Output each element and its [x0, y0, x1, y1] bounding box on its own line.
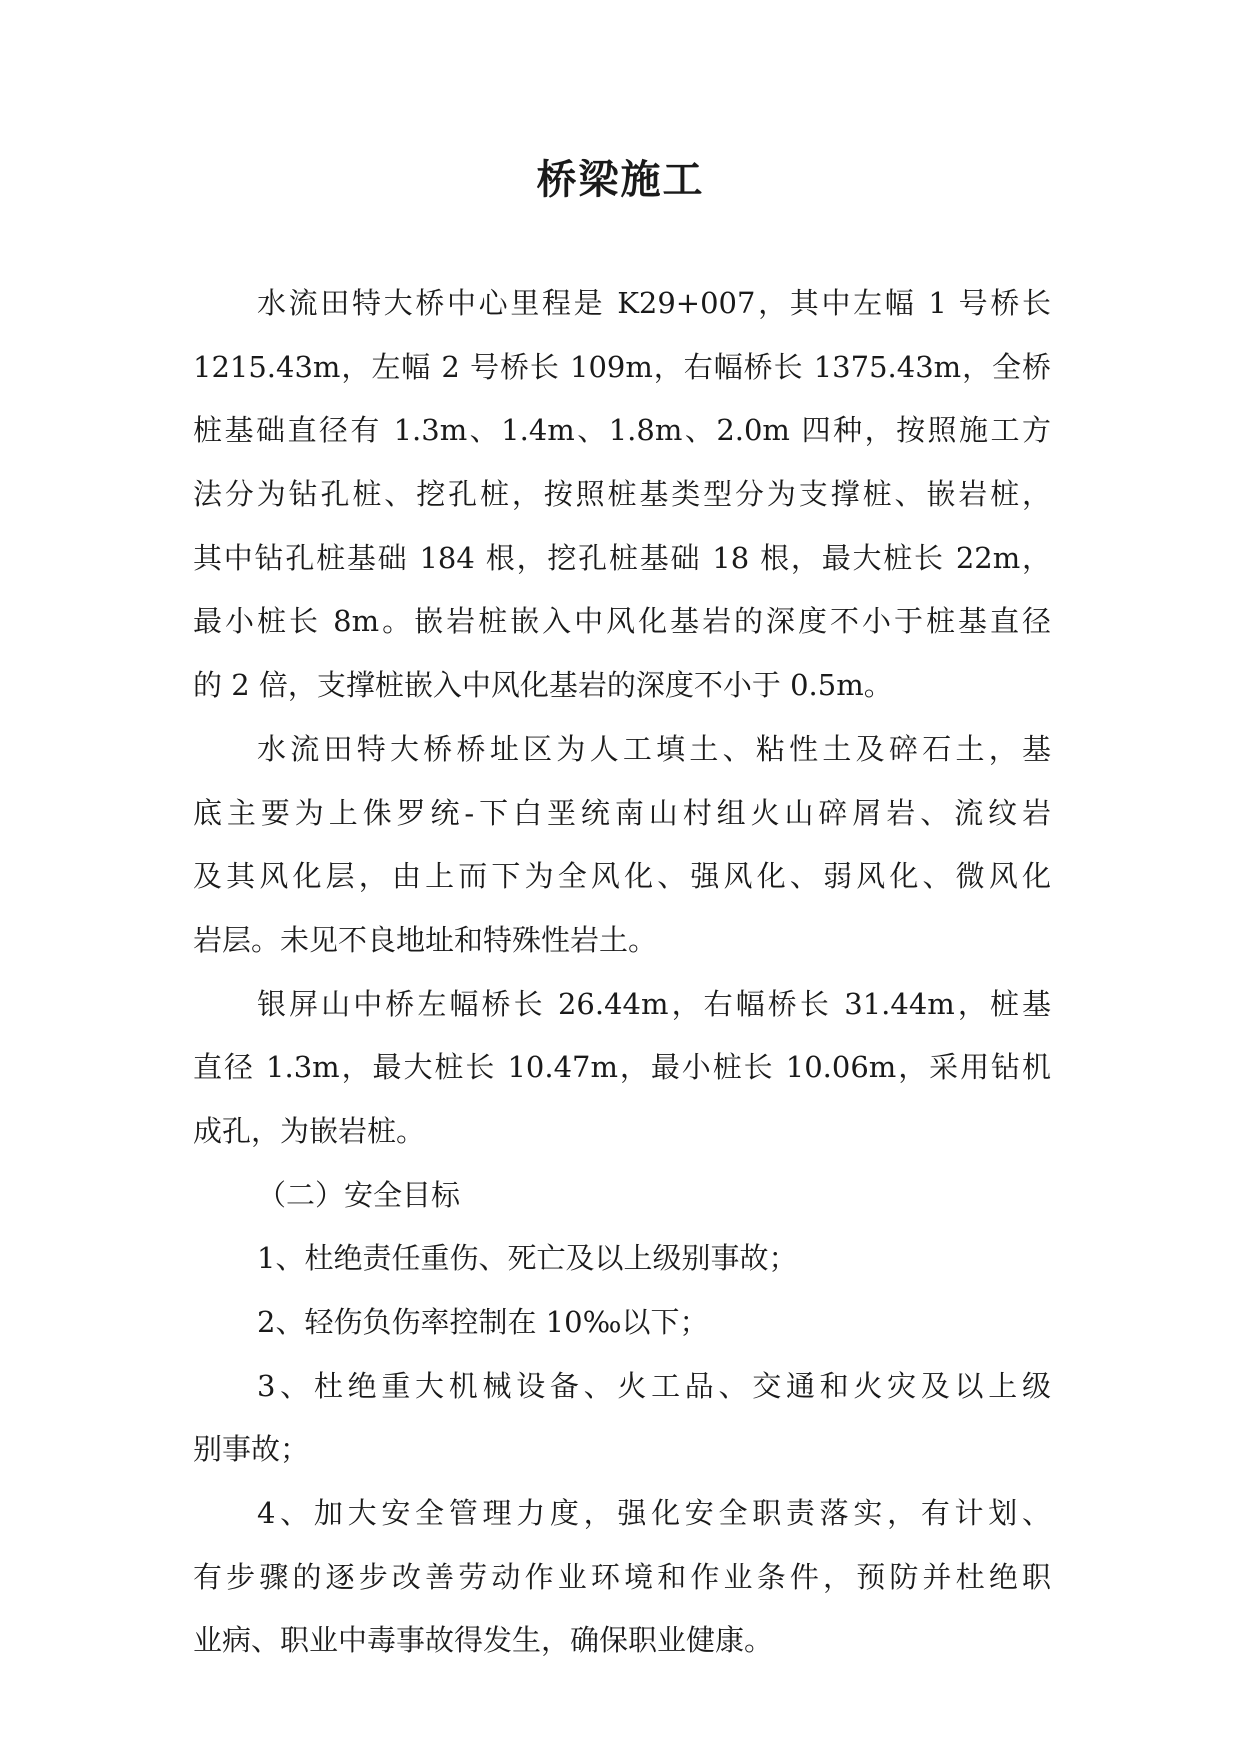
paragraph-1-line-4: 法分为钻孔桩、挖孔桩，按照桩基类型分为支撑桩、嵌岩桩，: [193, 477, 1051, 512]
paragraph-2-line-3: 及其风化层，由上而下为全风化、强风化、弱风化、微风化: [193, 859, 1051, 894]
goal-item-4-line-1: 4、加大安全管理力度，强化安全职责落实，有计划、: [257, 1496, 1051, 1531]
paragraph-1-line-1: 水流田特大桥中心里程是 K29+007，其中左幅 1 号桥长: [257, 286, 1051, 320]
section-heading-safety-goals: （二）安全目标: [257, 1177, 461, 1212]
paragraph-3-line-2: 直径 1.3m，最大桩长 10.47m，最小桩长 10.06m，采用钻机: [193, 1050, 1051, 1085]
goal-item-2: 2、轻伤负伤率控制在 10‰以下；: [257, 1305, 709, 1339]
paragraph-2-line-2: 底主要为上侏罗统-下白垩统南山村组火山碎屑岩、流纹岩: [193, 795, 1051, 830]
paragraph-3-line-1: 银屏山中桥左幅桥长 26.44m，右幅桥长 31.44m，桩基: [257, 986, 1051, 1021]
paragraph-2-line-1: 水流田特大桥桥址区为人工填土、粘性土及碎石土，基: [257, 731, 1051, 766]
goal-item-4-line-3: 业病、职业中毒事故得发生，确保职业健康。: [193, 1623, 774, 1658]
goal-item-4-line-2: 有步骤的逐步改善劳动作业环境和作业条件，预防并杜绝职: [193, 1559, 1051, 1594]
goal-item-1: 1、杜绝责任重伤、死亡及以上级别事故；: [257, 1241, 798, 1276]
paragraph-1-line-5: 其中钻孔桩基础 184 根，挖孔桩基础 18 根，最大桩长 22m，: [193, 540, 1051, 575]
paragraph-1-line-7: 的 2 倍，支撑桩嵌入中风化基岩的深度不小于 0.5m。: [193, 668, 893, 703]
goal-item-3-line-2: 别事故；: [193, 1432, 310, 1467]
goal-item-3-line-1: 3、杜绝重大机械设备、火工品、交通和火灾及以上级: [257, 1368, 1051, 1403]
paragraph-1-line-6: 最小桩长 8m。嵌岩桩嵌入中风化基岩的深度不小于桩基直径: [193, 604, 1051, 639]
paragraph-1-line-2: 1215.43m，左幅 2 号桥长 109m，右幅桥长 1375.43m，全桥: [193, 349, 1051, 384]
paragraph-3-line-3: 成孔，为嵌岩桩。: [193, 1113, 426, 1148]
document-body: [193, 283, 1051, 1684]
document-title: 桥梁施工: [536, 157, 705, 203]
paragraph-2-line-4: 岩层。未见不良地址和特殊性岩土。: [193, 922, 658, 957]
paragraph-1-line-3: 桩基础直径有 1.3m、1.4m、1.8m、2.0m 四种，按照施工方: [193, 413, 1051, 448]
